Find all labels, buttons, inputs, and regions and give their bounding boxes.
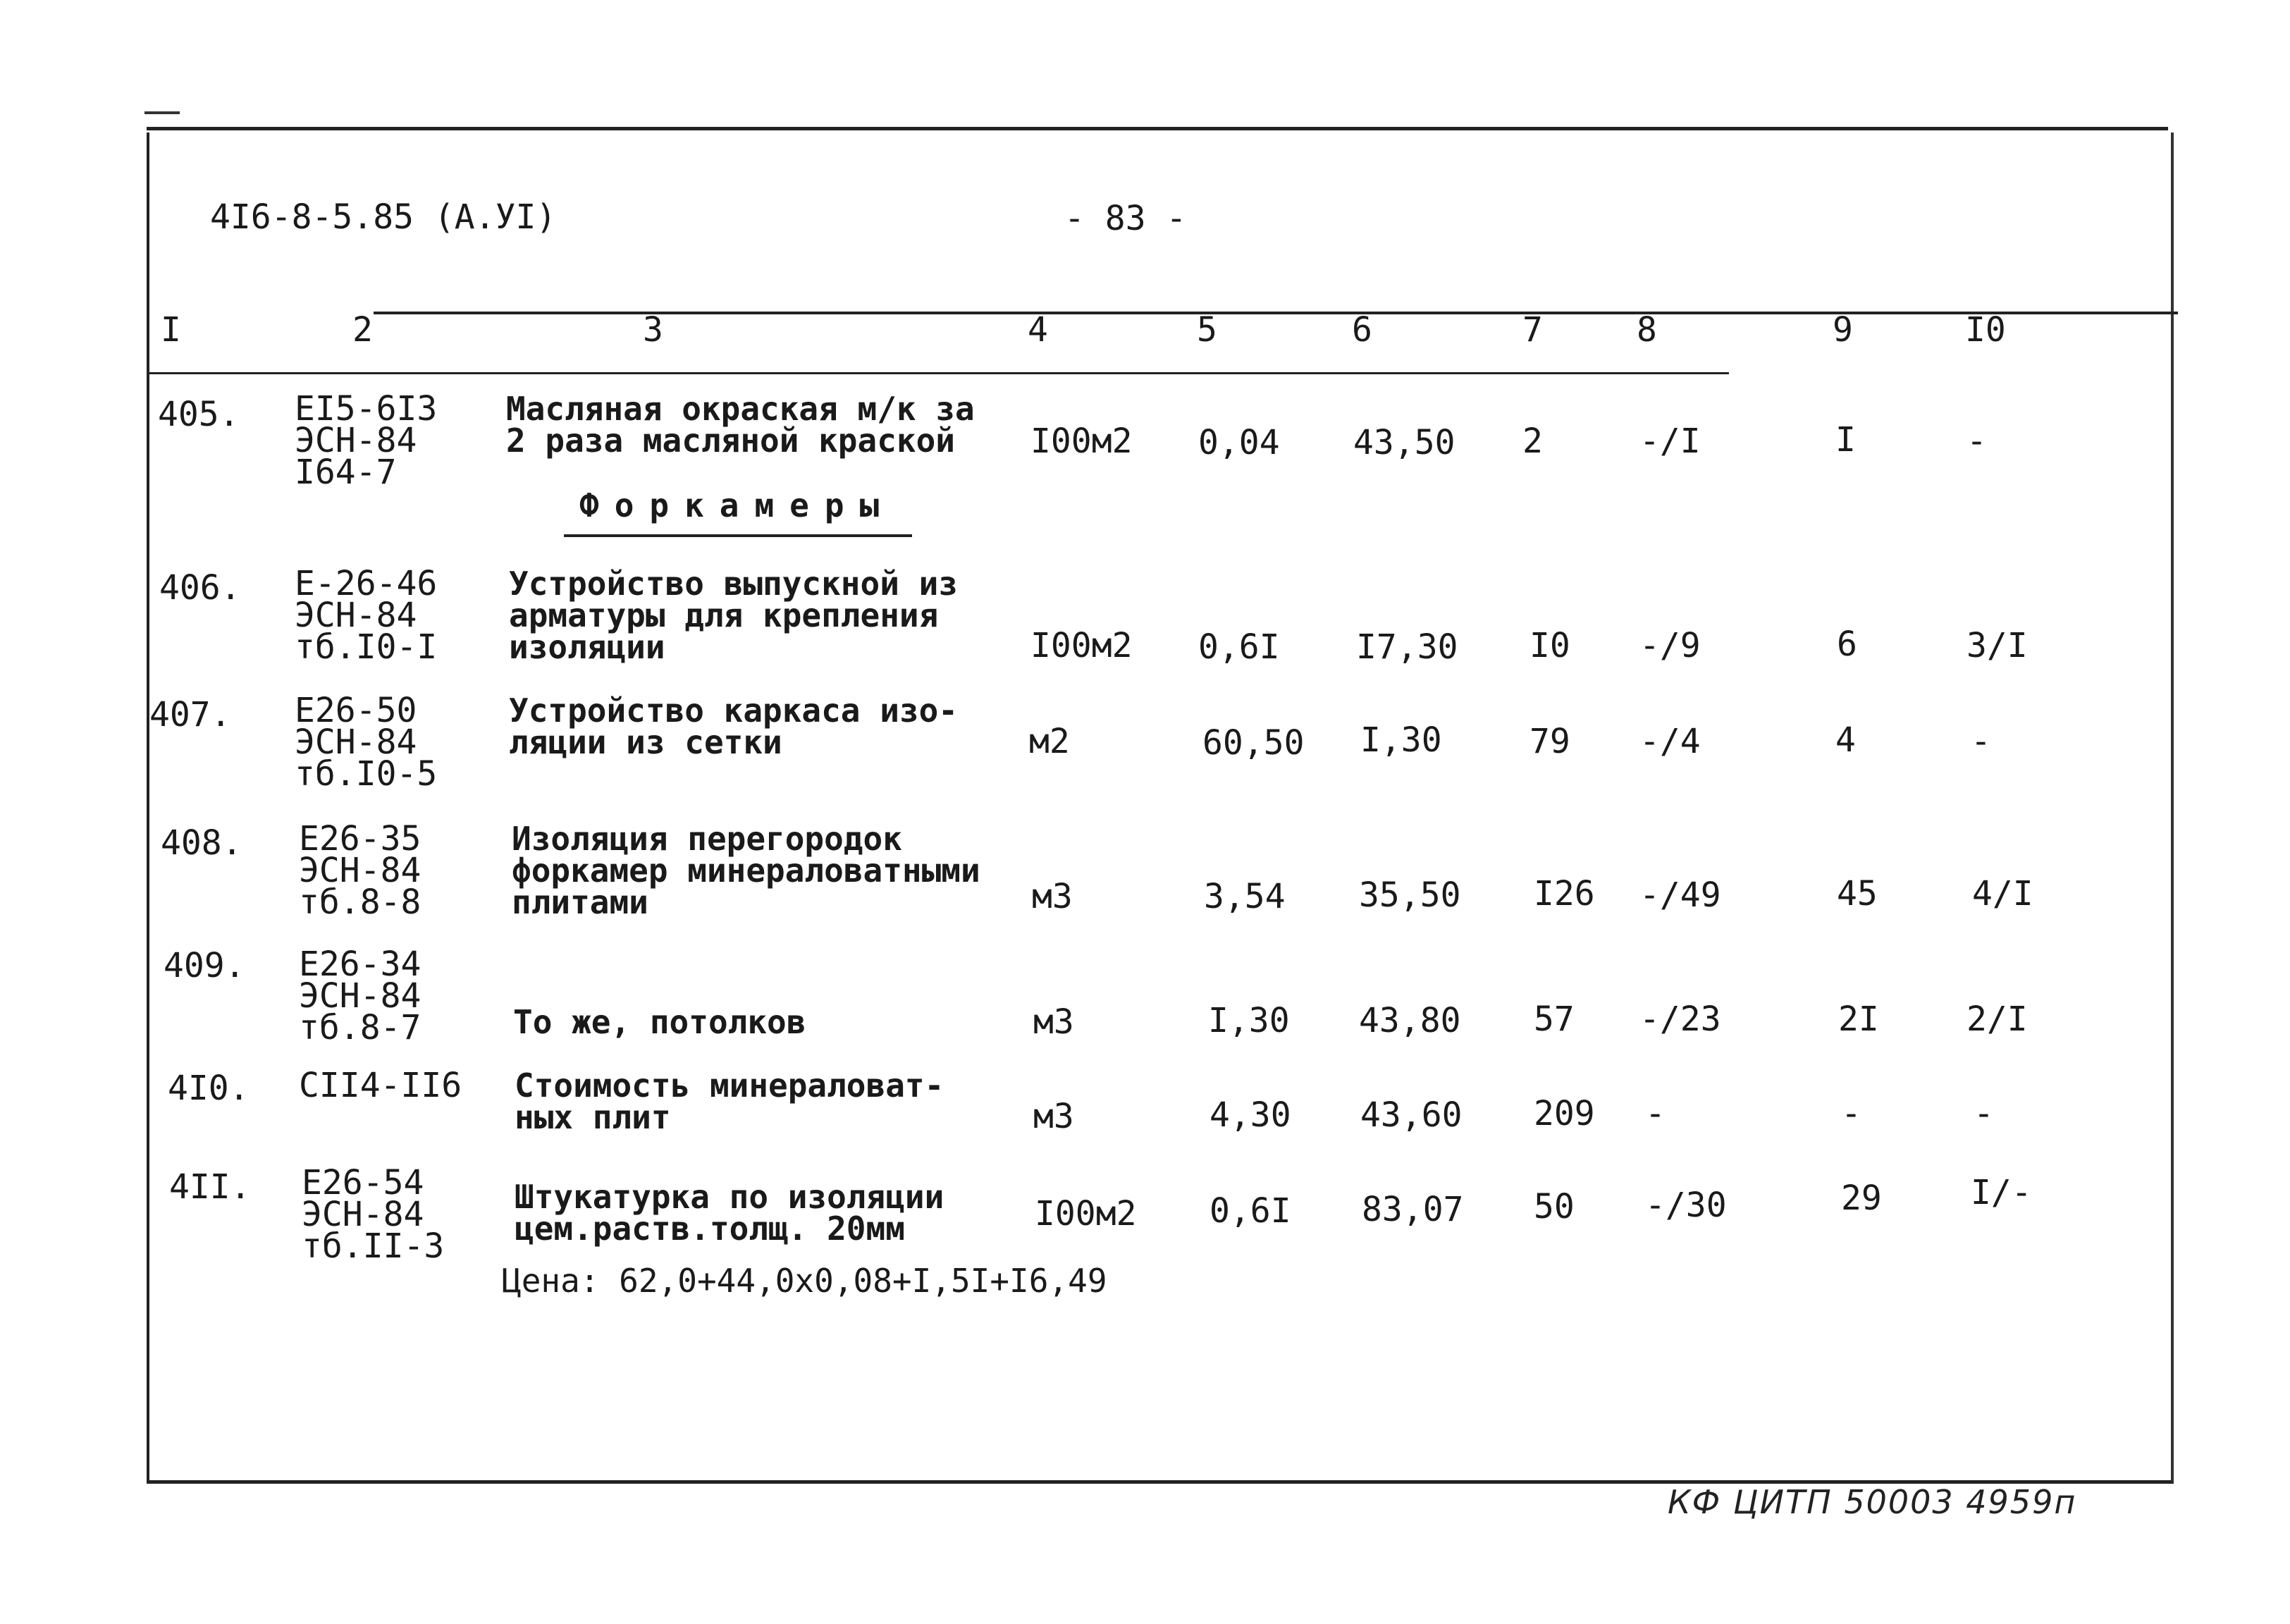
norm-code: Е26-50 ЭСН-84 тб.I0-5 (295, 691, 438, 794)
column-10-value: I/- (1971, 1173, 2032, 1212)
wages-machines: -/49 (1639, 875, 1721, 915)
unit-price: I,30 (1360, 720, 1442, 760)
total-cost: 57 (1534, 999, 1575, 1039)
archive-stamp: КФ ЦИТП 50003 4959п (1668, 1483, 2077, 1521)
column-number-8: 8 (1637, 310, 1657, 350)
total-cost: 50 (1534, 1187, 1575, 1226)
column-number-7: 7 (1522, 310, 1543, 350)
column-10-value: 3/I (1966, 626, 2028, 665)
unit: м3 (1033, 1097, 1074, 1136)
unit: м2 (1029, 722, 1070, 761)
work-description: Устройство каркаса изо- ляции из сетки (509, 691, 958, 761)
page-frame (147, 133, 2174, 1484)
row-number: 4I0. (168, 1069, 250, 1108)
total-cost: 79 (1529, 722, 1570, 761)
row-number: 4II. (169, 1167, 251, 1207)
column-10-value: 4/I (1972, 874, 2033, 914)
unit: I00м2 (1035, 1194, 1137, 1234)
unit: м3 (1033, 1002, 1074, 1042)
norm-code: EI5-6I3 ЭСН-84 I64-7 (295, 389, 438, 492)
wages-machines: -/9 (1639, 626, 1701, 665)
column-10-value: - (1966, 422, 1987, 461)
norm-code: СII4-II6 (299, 1066, 462, 1105)
wages-machines: - (1645, 1094, 1666, 1133)
section-underline (564, 534, 912, 537)
column-number-9: 9 (1833, 310, 1853, 350)
document-code: 4I6-8-5.85 (А.УI) (210, 197, 557, 237)
norm-code: Е26-34 ЭСН-84 тб.8-7 (299, 945, 421, 1047)
unit-price: 35,50 (1359, 875, 1461, 915)
wages-machines: -/23 (1639, 999, 1721, 1039)
column-number-3: 3 (643, 310, 663, 350)
row-number: 407. (149, 695, 231, 734)
column-10-value: - (1974, 1094, 1994, 1133)
unit-price: 83,07 (1362, 1190, 1464, 1229)
total-cost: I26 (1534, 874, 1595, 914)
row-number: 405. (158, 395, 240, 434)
column-number-6: 6 (1352, 310, 1372, 350)
work-description: Штукатурка по изоляции цем.раств.толщ. 20мм (515, 1178, 944, 1248)
page-number: - 83 - (1064, 199, 1187, 238)
unit-price: 43,50 (1353, 423, 1455, 462)
row-number: 409. (164, 946, 245, 985)
quantity: I,30 (1208, 1001, 1290, 1040)
column-number-5: 5 (1197, 310, 1217, 350)
column-9-value: 45 (1837, 874, 1878, 914)
column-number-4: 4 (1028, 310, 1048, 350)
quantity: 60,50 (1202, 723, 1305, 763)
norm-code: Е-26-46 ЭСН-84 тб.I0-I (295, 564, 438, 667)
total-cost: 209 (1534, 1094, 1595, 1133)
corner-mark (144, 111, 180, 114)
norm-code: Е26-54 ЭСН-84 тб.II-3 (302, 1163, 445, 1266)
unit: м3 (1032, 877, 1073, 916)
row-number: 406. (159, 568, 241, 608)
column-9-value: 4 (1835, 720, 1856, 760)
column-number-1: I (161, 310, 181, 350)
unit: I00м2 (1030, 626, 1133, 665)
norm-code: Е26-35 ЭСН-84 тб.8-8 (299, 819, 421, 922)
column-9-value: I (1835, 420, 1856, 460)
unit-price: I7,30 (1356, 627, 1458, 667)
section-title: Форкамеры (579, 486, 895, 524)
column-10-value: 2/I (1966, 999, 2028, 1039)
work-description: Стоимость минераловат- ных плит (515, 1066, 944, 1136)
total-cost: 2 (1522, 422, 1543, 461)
column-number-10: I0 (1965, 310, 2006, 350)
row-number: 408. (161, 823, 242, 863)
quantity: 0,04 (1198, 423, 1280, 462)
work-description: Устройство выпускной из арматуры для крепления изоляции (509, 565, 958, 666)
column-number-2: 2 (352, 310, 373, 350)
quantity: 0,6I (1209, 1191, 1291, 1231)
unit: I00м2 (1030, 422, 1133, 461)
unit-price: 43,80 (1359, 1001, 1461, 1040)
column-9-value: - (1841, 1094, 1861, 1133)
quantity: 0,6I (1198, 627, 1280, 667)
column-9-value: 2I (1838, 999, 1879, 1039)
work-description: Масляная окраская м/к за 2 раза масляной краской (506, 390, 975, 460)
quantity: 3,54 (1204, 877, 1286, 916)
work-description: Изоляция перегородок форкамер минераловатными плитами (512, 820, 980, 921)
header-rule-bottom (147, 372, 1729, 374)
wages-machines: -/I (1639, 422, 1701, 461)
column-9-value: 29 (1841, 1179, 1882, 1218)
quantity: 4,30 (1209, 1095, 1291, 1135)
wages-machines: -/30 (1645, 1186, 1727, 1225)
total-cost: I0 (1529, 626, 1570, 665)
frame-top-border (147, 127, 2168, 130)
wages-machines: -/4 (1639, 722, 1701, 761)
price-formula: Цена: 62,0+44,0х0,08+I,5I+I6,49 (502, 1262, 1107, 1300)
unit-price: 43,60 (1360, 1095, 1463, 1135)
column-9-value: 6 (1837, 625, 1857, 664)
column-10-value: - (1971, 722, 1991, 761)
work-description: То же, потолков (513, 1003, 806, 1041)
